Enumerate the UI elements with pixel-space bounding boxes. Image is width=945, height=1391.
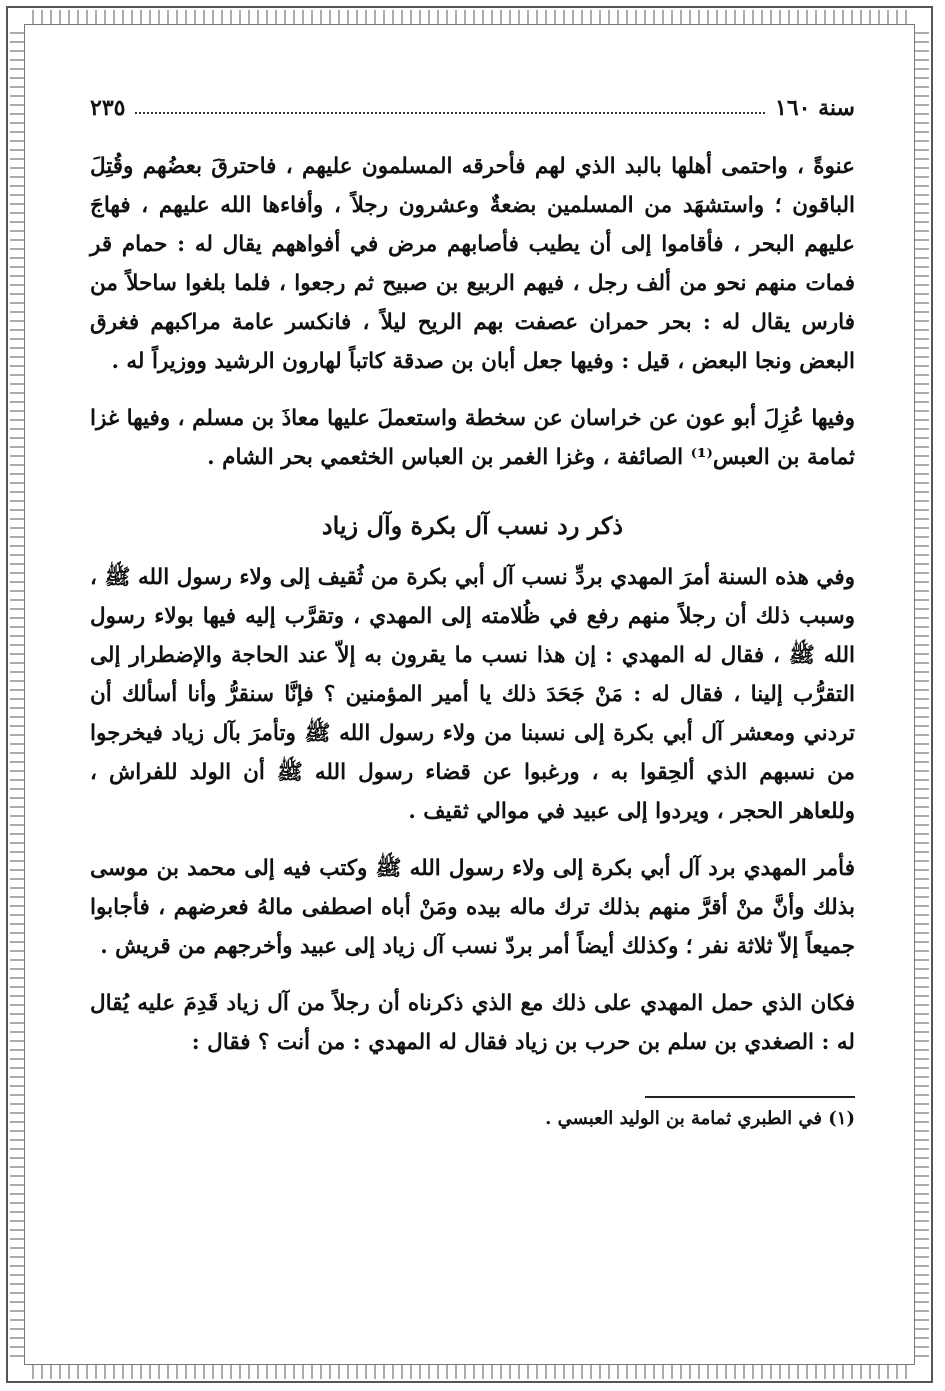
border-ornament-bottom xyxy=(32,1365,907,1379)
paragraph-1: عنوةً ، واحتمى أهلها بالبد الذي لهم فأحرقه المسلمون عليهم ، فاحترقَ بعضُهم وقُتِلَ الباقون ؛ واستشهَد من المسلمين بضعةٌ وعشرون رجلاً ، وأفاءها الله عليهم ، فهاجَ عليهم البحر ، فأقاموا إلى أن يطيب فأصابهم مرض في أفواههم يقال له : حمام قر فمات منهم نحو من ألف رجل ، فيهم الربيع بن صبيح ثم رجعوا ، فلما بلغوا ساحلاً من فارس يقال له : بحر حمران عصفت بهم الريح ليلاً ، فانكسر عامة مراكبهم فغرق البعض ونجا البعض ، قيل : وفيها جعل أبان بن صدقة كاتباً لهارون الرشيد ووزيراً له . xyxy=(90,154,855,374)
header-dots xyxy=(135,112,765,114)
section-paragraph-3: فكان الذي حمل المهدي على ذلك مع الذي ذكرناه أن رجلاً من آل زياد قَدِمَ عليه يُقال له : الصغدي بن سلم بن حرب بن زياد فقال له المهدي : من أنت ؟ فقال : xyxy=(90,991,855,1055)
border-ornament-top xyxy=(32,10,907,24)
section-title: ذكر رد نسب آل بكرة وآل زياد xyxy=(321,511,624,540)
footnote-rule xyxy=(645,1096,855,1098)
page-number: ٢٣٥ xyxy=(90,95,126,121)
footnote: (١) في الطبري ثمامة بن الوليد العبسي . xyxy=(545,1108,855,1129)
section-paragraph-2: فأمر المهدي برد آل أبي بكرة إلى ولاء رسول الله ﷺ وكتب فيه إلى محمد بن موسى بذلك وأنَّ منْ أقرَّ منهم بذلك ترك ماله بيده ومَنْ أباه اصطفى مالهُ فعرضهم ، فأجابوا جميعاً إلاّ ثلاثة نفر ؛ وكذلك أيضاً أمر بردّ نسب آل زياد إلى عبيد وأخرجهم من قريش . xyxy=(90,856,855,959)
running-head xyxy=(90,95,855,121)
year-label: سنة ١٦٠ xyxy=(775,95,855,121)
border-ornament-left xyxy=(10,32,24,1357)
section-paragraph-1: وفي هذه السنة أمرَ المهدي بردِّ نسب آل أبي بكرة من ثُقيف إلى ولاء رسول الله ﷺ ، وسبب ذلك أن رجلاً منهم رفع في ظُلامته إلى المهدي ، وتقرَّب إليه فيها بولاء رسول الله ﷺ ، فقال له المهدي : إن هذا نسب ما يقرون به إلاّ عند الحاجة والإضطرار إلى التقرُّب إلينا ، فقال له : مَنْ جَحَدَ ذلك يا أمير المؤمنين ؟ فإنَّا سنقرُّ وأنا أسألك أن تردني ومعشر آل أبي بكرة إلى نسبنا من ولاء رسول الله ﷺ وتأمرَ بآل زياد فيخرجوا من نسبهم الذي ألحِقوا به ، ورغبوا عن قضاء رسول الله ﷺ أن الولد للفراش ، وللعاهر الحجر ، ويردوا إلى عبيد في موالي ثقيف . xyxy=(90,565,855,824)
paragraph-2: وفيها عُزِلَ أبو عون عن خراسان عن سخطة واستعملَ عليها معاذَ بن مسلم ، وفيها غزا ثمامة بن العبس⁽¹⁾ الصائفة ، وغزا الغمر بن العباس الخثعمي بحر الشام . xyxy=(90,406,855,470)
page-content xyxy=(90,95,855,1129)
border-ornament-right xyxy=(915,32,929,1357)
